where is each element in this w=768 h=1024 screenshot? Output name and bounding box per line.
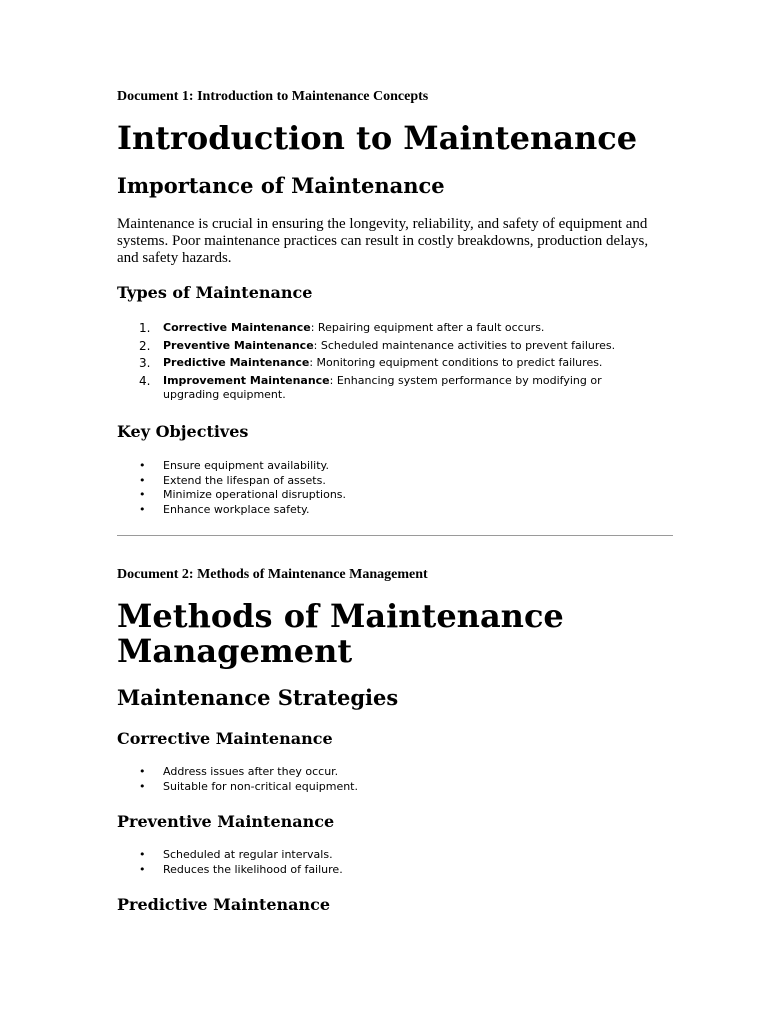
list-item <box>117 848 637 863</box>
preventive-heading: Preventive Maintenance <box>117 812 335 831</box>
strategies-heading: Maintenance Strategies <box>117 685 399 710</box>
document-1-label: Document 1: Introduction to Maintenance Concepts <box>117 89 429 104</box>
bullet: • <box>139 502 146 516</box>
type-term: Preventive Maintenance <box>163 338 314 352</box>
document-2-label: Document 2: Methods of Maintenance Management <box>117 567 428 582</box>
list-number: 1. <box>139 321 151 335</box>
type-term: Improvement Maintenance <box>163 373 330 387</box>
list-item-text: Extend the lifespan of assets. <box>163 473 326 487</box>
list-item-text: Address issues after they occur. <box>163 765 339 778</box>
list-item <box>117 321 637 336</box>
list-item <box>117 863 637 878</box>
list-item <box>117 780 637 795</box>
doc2-title: Methods of Maintenance Management <box>117 597 564 670</box>
list-number: 3. <box>139 356 151 370</box>
type-description: : Enhancing system performance by modifying or upgrading equipment. <box>163 373 602 401</box>
bullet: • <box>139 848 146 861</box>
bullet: • <box>139 473 146 487</box>
list-number: 2. <box>139 338 151 353</box>
type-description: : Monitoring equipment conditions to predict failures. <box>309 356 603 369</box>
importance-paragraph: Maintenance is crucial in ensuring the longevity, reliability, and safety of equipment and systems. Poor maintenance practices can result in costly breakdowns, production delays, and safety hazards. <box>117 216 649 266</box>
type-term: Corrective Maintenance <box>163 321 311 334</box>
list-item-text: Enhance workplace safety. <box>163 502 310 516</box>
list-item <box>117 374 637 403</box>
list-item <box>117 356 637 371</box>
type-description: : Scheduled maintenance activities to prevent failures. <box>313 338 616 352</box>
list-item-text: Scheduled at regular intervals. <box>163 848 333 861</box>
corrective-heading: Corrective Maintenance <box>117 729 333 748</box>
bullet: • <box>139 862 146 876</box>
list-item <box>117 339 637 354</box>
list-item <box>117 503 637 518</box>
list-item-text: Ensure equipment availability. <box>163 459 329 472</box>
importance-heading: Importance of Maintenance <box>117 173 445 198</box>
list-item <box>117 488 637 503</box>
objectives-list <box>117 459 637 517</box>
corrective-list <box>117 765 637 794</box>
list-item <box>117 474 637 489</box>
list-item-text: Suitable for non-critical equipment. <box>163 779 358 793</box>
list-number: 4. <box>139 373 151 388</box>
type-term: Predictive Maintenance <box>163 356 310 369</box>
list-item-text: Minimize operational disruptions. <box>163 488 347 501</box>
list-item <box>117 459 637 474</box>
bullet: • <box>139 765 146 778</box>
bullet: • <box>139 488 146 501</box>
types-heading: Types of Maintenance <box>117 283 313 302</box>
section-divider <box>117 535 673 536</box>
type-description: : Repairing equipment after a fault occurs. <box>310 321 545 334</box>
list-item-text: Reduces the likelihood of failure. <box>163 862 343 876</box>
types-list <box>117 321 637 403</box>
preventive-list <box>117 848 637 877</box>
bullet: • <box>139 459 146 472</box>
bullet: • <box>139 779 146 793</box>
objectives-heading: Key Objectives <box>117 422 249 441</box>
predictive-heading: Predictive Maintenance <box>117 895 331 914</box>
doc1-title: Introduction to Maintenance <box>117 119 638 157</box>
list-item <box>117 765 637 780</box>
